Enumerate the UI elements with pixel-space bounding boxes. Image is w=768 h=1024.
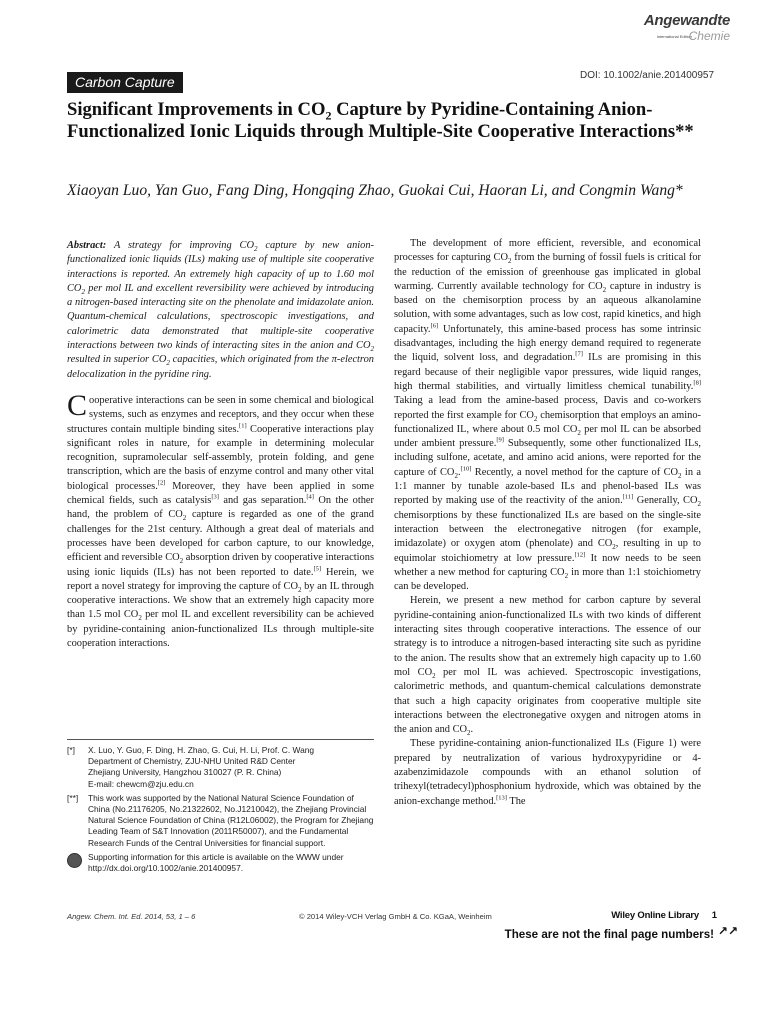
wiley-online-library: Wiley Online Library	[611, 910, 699, 921]
logo-main-text: Angewandte	[643, 12, 730, 29]
journal-citation: Angew. Chem. Int. Ed. 2014, 53, 1 – 6	[67, 912, 196, 921]
intro-paragraph: Cooperative interactions can be seen in some chemical and biological systems, such as enzymes and receptors, and they occur when these structures contain multiple binding sites.[1] Cooperative interactions play significant roles in nature, for example in determining molecular recognition, supramolecular self-assembly, protein folding, and gene transcription, which are the basis of enzyme control and many other vital biological processes.[2] Moreover, they have been applied in some chemical fields, such as catalysis[3] and gas separation.[4] On the other hand, the problem of $CO_2$ capture is regarded as one of the grand challenges for the 21st century. Although a great deal of materials and processes have been developed for carbon capture, to our knowledge, efficient and reversible $CO_2$ absorption driven by cooperative interactions using ionic liquids (ILs) has not been reported to date.[5] Herein, we report a novel strategy for improving the capture of $CO_2$ by an IL through cooperative interactions. We show that an extremely high capacity more than 1.5 mol $CO_2$ per mol IL and excellent reversibility can be achieved by pyridine-containing anion-functionalized ILs through multiple-site cooperation interactions.	[67, 388, 374, 650]
footnote-supporting-info	[67, 852, 377, 874]
footnote-divider	[67, 739, 374, 740]
copyright: © 2014 Wiley-VCH Verlag GmbH & Co. KGaA, Weinheim	[299, 912, 492, 921]
body-paragraph: Herein, we present a new method for carbon capture by several pyridine-containing anion-functionalized ILs with two kinds of different interacting sites through cooperative interactions. The essence of our strategy is to introduce a nitrogen-based interacting site such as pyridine to the anion. The results show that an extremely high capacity up to 1.60 mol $CO_2$ per mol IL was achieved. Spectroscopic investigations, calorimetric methods, and quantum-chemical calculations demonstrate that such a high capacity originates from cooperative multiple site interactions between the electronegative oxygen and nitrogen atoms in the anion and $CO_2$.	[394, 595, 701, 738]
left-column	[67, 239, 374, 651]
article-authors: Xiaoyan Luo, Yan Guo, Fang Ding, Hongqing Zhao, Guokai Cui, Haoran Li, and Congmin Wang*	[67, 182, 683, 199]
journal-logo	[634, 12, 730, 48]
globe-icon	[67, 853, 82, 868]
doi-text: DOI: 10.1002/anie.201400957	[580, 70, 714, 81]
footnote-funding: [**] This work was supported by the National Natural Science Foundation of China (No.21176205, No.21322602, No.J1210042), the Zhejiang Provincial Natural Science Foundation of China (R12L06002), the Program for Zhejiang Leading Team of S&T Innovation (2011R50007), and the Fundamental Research Funds of the Central Universities for financial support.	[67, 792, 374, 848]
logo-sub-text: Chemie	[688, 29, 730, 43]
right-column	[394, 237, 701, 809]
supporting-info-text[interactable]: Supporting information for this article is available on the WWW under http://dx.doi.org/10.1002/anie.201400957.	[88, 851, 344, 874]
footnotes	[67, 745, 377, 877]
body-paragraph: The development of more efficient, reversible, and economical processes for capturing $CO_2$ from the burning of fossil fuels is critical for the reduction of the emission of greenhouse gas implicated in global warming. Currently available technology for $CO_2$ capture in industry is based on the chemisorption process by an aqueous alkanolamine solution, with some advantages, such as low cost, rapid kinetics, and high capacity.[6] Unfortunately, this amine-based process has some intrinsic disadvantages, including the high energy demand required to regenerate the liquid, solvent loss, and degradation.[7] ILs are promising in this regard because of their negligible vapor pressures, wide liquid ranges, high thermal stabilities, and virtually limitless chemical tunability.[8] Taking a lead from the amine-based process, Davis and co-workers reported the first example for $CO_2$ chemisorption that employs an amino-functionalized IL, where about 0.5 mol $CO_2$ per mol IL can be absorbed under ambient pressure.[9] Subsequently, some other functionalized ILs, including sulfone, acetate, and amino acid anions, were reported for the capture of $CO_2.[10]$ Recently, a novel method for the capture of $CO_2$ in a 1:1 manner by tunable azole-based ILs and phenol-based ILs was reported by making use of the reactivity of the anion.[11] Generally, $CO_2$ chemisorptions by these functionalized ILs are based on the single-site interaction between the electronegative nitrogen (for example, imidazolate) or oxygen atom (phenolate) and $CO_2$, resulting in up to equimolar stoichiometry at low pressure.[12] It now needs to be seen whether a new method for capturing $CO_2$ in more than 1:1 stoichiometry can be developed.	[394, 238, 702, 593]
article-title: Significant Improvements in $CO_2$ Capture by Pyridine-Containing Anion-Functionalized Ionic Liquids through Multiple-Site Cooperative Interactions**	[67, 99, 694, 142]
section-tag: Carbon Capture	[67, 72, 183, 93]
page-number: 1	[711, 910, 717, 921]
logo-edition-text: International Edition	[656, 34, 692, 39]
arrow-icon: ↗↗	[717, 924, 738, 938]
abstract: Abstract: A strategy for improving $CO_2$ capture by new anion-functionalized ionic liquids (ILs) making use of multiple site cooperative interactions is reported. An extremely high capacity of up to 1.60 mol $CO_2$ per mol IL and excellent reversibility were achieved by introducing a nitrogen-based interacting site on the phenolate and imidazolate anion. Quantum-chemical calculations, spectroscopic investigations, and calorimetric data demonstrated that multiple-site cooperative interactions between two kinds of interacting sites in the anion and $CO_2$ resulted in superior $CO_2$ capacities, which originated from the π-electron delocalization in the pyridine ring.	[67, 240, 375, 380]
body-paragraph: These pyridine-containing anion-functionalized ILs (Figure 1) were prepared by neutralization of various hydroxypyridine or 4-azabenzimidazole compounds with an ethanol solution of trihexyl(tetradecyl)phosphonium hydroxide, which was obtained by the anion-exchange method.[13] The	[394, 738, 701, 807]
drop-cap: C	[67, 388, 88, 422]
not-final-notice: These are not the final page numbers!	[504, 928, 714, 941]
footnote-affiliation: [*] X. Luo, Y. Guo, F. Ding, H. Zhao, G. Cui, H. Li, Prof. C. Wang Department of Chemistry, ZJU-NHU United R&D Center Zhejiang University, Hangzhou 310027 (P. R. China) E-mail: chewcm@zju.edu.cn	[67, 745, 315, 789]
